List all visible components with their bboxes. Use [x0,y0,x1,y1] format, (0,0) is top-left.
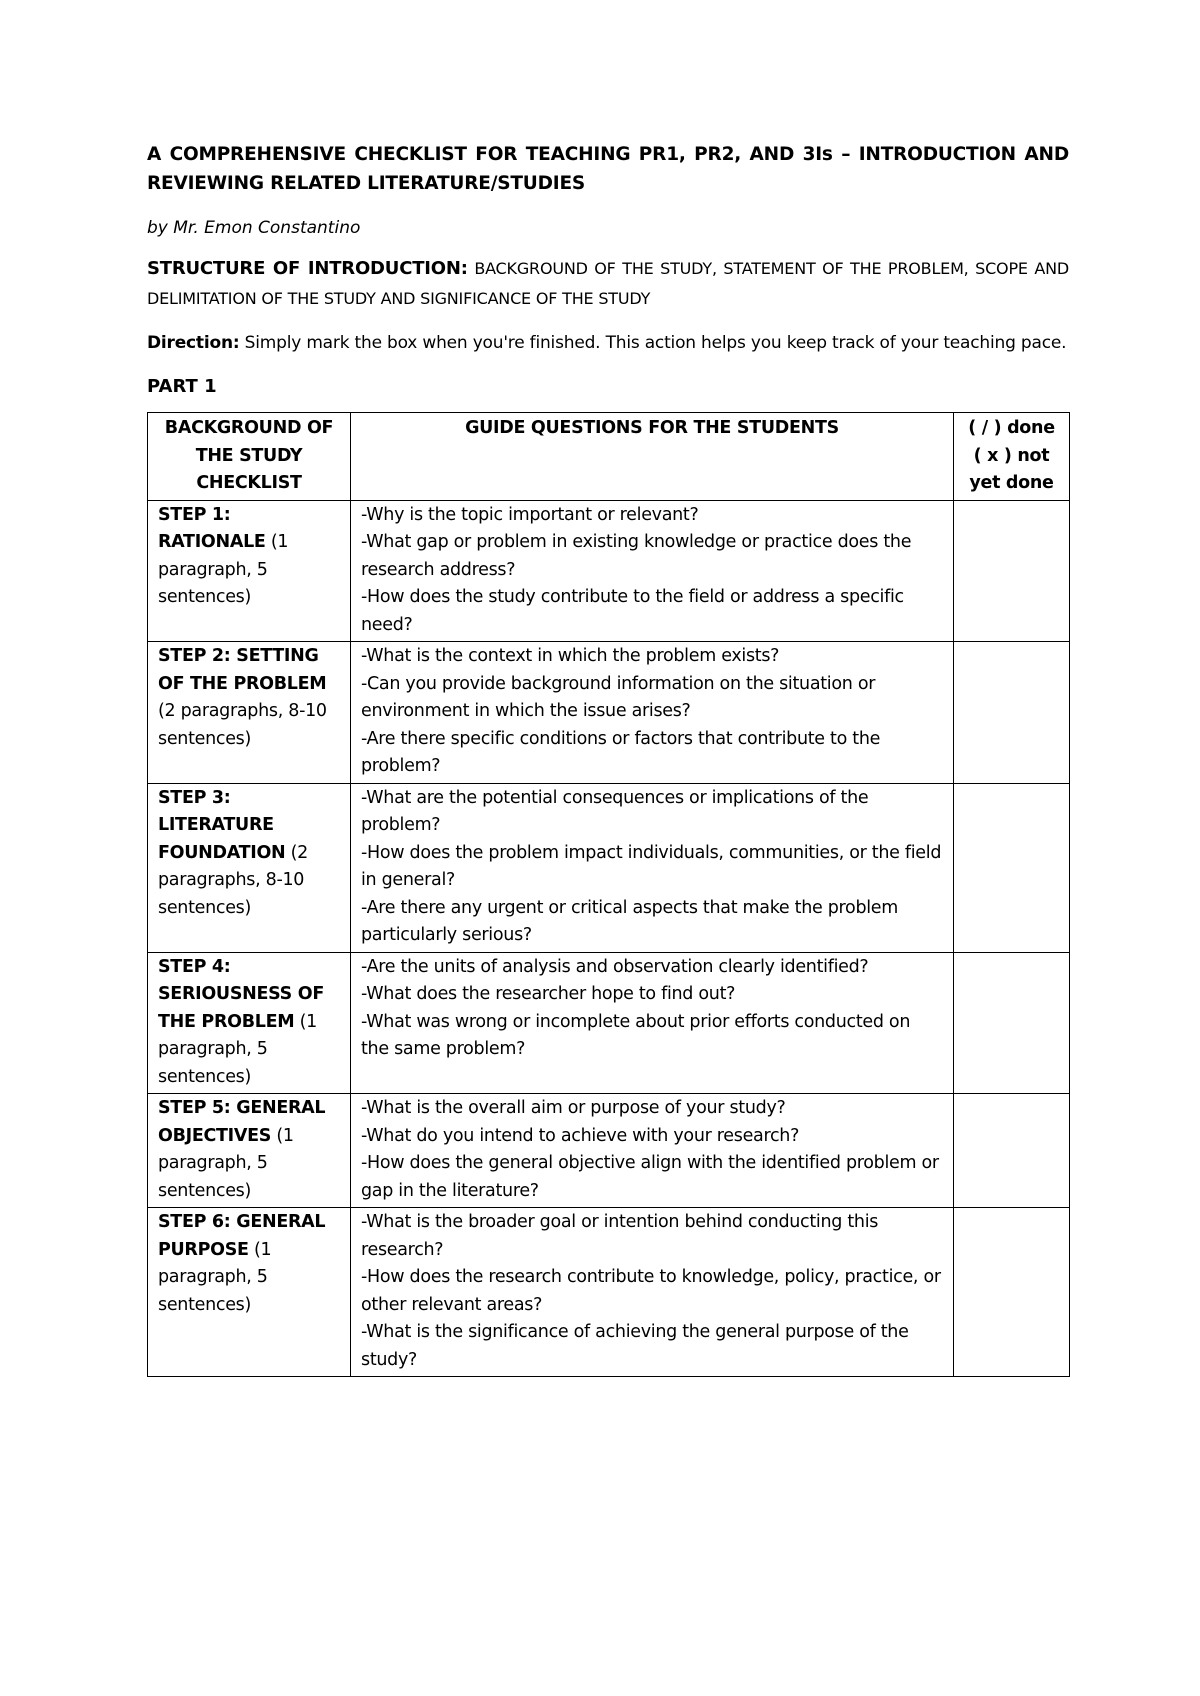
table-row [148,642,1070,784]
header-guide-questions: GUIDE QUESTIONS FOR THE STUDENTS [351,413,954,501]
step-detail: (2 paragraphs, 8-10 sentences) [158,842,308,918]
guide-question: -Are there specific conditions or factors that contribute to the problem? [361,728,881,776]
step-detail: (1 paragraph, 5 sentences) [158,1125,294,1201]
direction-label: Direction: [147,333,240,353]
step-detail: (2 paragraphs, 8-10 sentences) [158,701,327,749]
author-byline: by Mr. Emon Constantino [147,218,361,238]
header-checklist: BACKGROUND OF THE STUDY CHECKLIST [148,413,351,501]
checklist-table [147,412,1070,1377]
header-status-not-done: ( x ) not yet done [969,445,1054,493]
guide-question: -What is the broader goal or intention behind conducting this research? [361,1212,879,1260]
direction-text: Simply mark the box when you're finished. This action helps you keep track of your teaching pace. [239,333,1067,353]
guide-question: -What is the context in which the problem exists? [361,646,780,666]
step-title: STEP 6: GENERAL PURPOSE [158,1212,326,1260]
guide-question: -What is the overall aim or purpose of your study? [361,1098,786,1118]
step-title: STEP 5: GENERAL OBJECTIVES [158,1098,326,1146]
step-detail: (1 paragraph, 5 sentences) [158,1239,272,1315]
structure-label: STRUCTURE OF INTRODUCTION: [147,258,468,279]
guide-question: -How does the problem impact individuals, communities, or the field in general? [361,842,942,890]
guide-question: -What does the researcher hope to find out? [361,984,736,1004]
table-row [148,952,1070,1094]
table-row [148,783,1070,952]
step-title: STEP 4: SERIOUSNESS OF THE PROBLEM [158,956,324,1032]
guide-question: -Are the units of analysis and observation clearly identified? [361,956,869,977]
step-title: STEP 3: LITERATURE FOUNDATION [158,787,286,863]
structure-paragraph [147,254,1069,314]
table-row [148,1094,1070,1208]
table-row [148,1208,1070,1377]
status-checkbox-cell[interactable] [954,952,1070,1094]
guide-question: -What gap or problem in existing knowledge or practice does the research address? [361,532,912,580]
status-checkbox-cell[interactable] [954,500,1070,642]
table-row [148,500,1070,642]
step-cell [148,500,351,642]
step-detail: (1 paragraph, 5 sentences) [158,1011,317,1087]
header-status [954,413,1070,501]
questions-cell [351,642,954,784]
questions-cell [351,1208,954,1377]
guide-question: -What are the potential consequences or implications of the problem? [361,787,869,835]
status-checkbox-cell[interactable] [954,1094,1070,1208]
guide-question: -What is the significance of achieving the general purpose of the study? [361,1322,909,1370]
guide-question: -What was wrong or incomplete about prior efforts conducted on the same problem? [361,1011,911,1059]
questions-cell [351,500,954,642]
document-title: A COMPREHENSIVE CHECKLIST FOR TEACHING PR1, PR2, AND 3Is – INTRODUCTION AND REVIEWING RELATED LITERATURE/STUDIES [147,144,1069,194]
guide-question: -How does the research contribute to knowledge, policy, practice, or other relevant areas? [361,1267,941,1315]
guide-question: -How does the study contribute to the field or address a specific need? [361,587,904,635]
header-status-done: ( / ) done [968,418,1055,438]
status-checkbox-cell[interactable] [954,783,1070,952]
questions-cell [351,952,954,1094]
guide-question: -Are there any urgent or critical aspects that make the problem particularly serious? [361,897,899,945]
structure-text: BACKGROUND OF THE STUDY, STATEMENT OF THE PROBLEM, SCOPE AND DELIMITATION OF THE STUDY AND SIGNIFICANCE OF THE STUDY [147,259,1069,308]
step-cell [148,642,351,784]
step-title: STEP 2: SETTING OF THE PROBLEM [158,646,327,694]
guide-question: -What do you intend to achieve with your research? [361,1125,800,1146]
step-cell [148,1208,351,1377]
guide-question: -Why is the topic important or relevant? [361,504,699,525]
step-title: STEP 1: RATIONALE [158,504,266,552]
step-cell [148,952,351,1094]
guide-question: -How does the general objective align with the identified problem or gap in the literature? [361,1153,939,1201]
status-checkbox-cell[interactable] [954,1208,1070,1377]
guide-question: -Can you provide background information on the situation or environment in which the issue arises? [361,673,876,721]
document-page [147,140,1069,1377]
part-label: PART 1 [147,376,217,397]
step-detail: (1 paragraph, 5 sentences) [158,532,289,607]
table-header-row [148,413,1070,501]
step-cell [148,783,351,952]
questions-cell [351,783,954,952]
direction-paragraph [147,328,1069,358]
questions-cell [351,1094,954,1208]
step-cell [148,1094,351,1208]
status-checkbox-cell[interactable] [954,642,1070,784]
